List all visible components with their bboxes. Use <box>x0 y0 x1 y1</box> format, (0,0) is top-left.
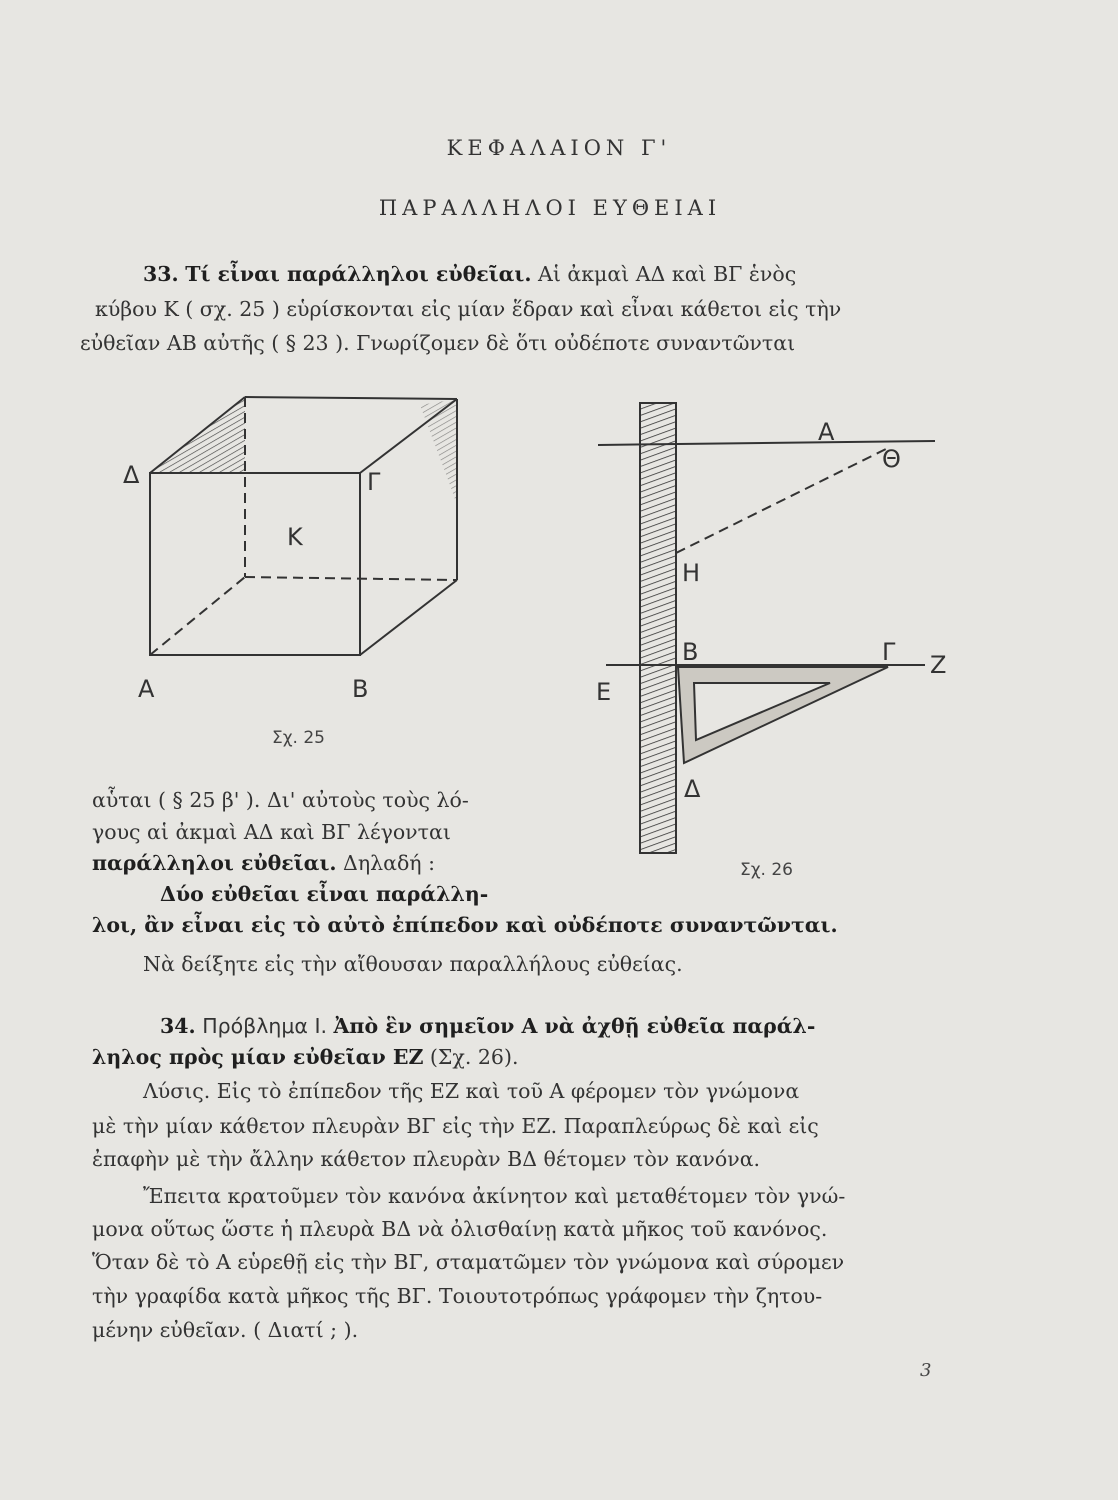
fig26-label-zeta: Ζ <box>930 651 947 679</box>
sec33-heading: Τί εἶναι παράλληλοι εὐθεῖαι. <box>185 262 532 286</box>
label-alpha: Α <box>138 675 155 703</box>
fig26-label-delta: Δ <box>684 775 701 803</box>
definition-term: παράλληλοι εὐθεῖαι. <box>92 851 337 875</box>
fig26-label-eta: Η <box>682 559 701 587</box>
sec34-heading-line <box>160 1014 815 1038</box>
solution-line-6: Ὅταν δὲ τὸ Α εὑρεθῇ εἰς τὴν ΒΓ, σταματῶμεν τὸν γνώμονα καὶ σύρομεν <box>92 1250 845 1274</box>
section-title: ΠΑΡΑΛΛΗΛΟΙ ΕΥΘΕΙΑΙ <box>378 196 722 220</box>
ruler <box>640 403 676 853</box>
sec33-line-4: αὗται ( § 25 β' ). Δι' αὐτοὺς τοὺς λό- <box>92 788 469 812</box>
fig26-label-epsilon: Ε <box>596 678 612 706</box>
sec34-line-2 <box>92 1045 518 1069</box>
sec34-number: 34. <box>160 1014 196 1038</box>
solution-line-8: μένην εὐθεῖαν. ( Διατί ; ). <box>92 1318 359 1342</box>
figure-25-caption: Σχ. 25 <box>272 728 326 748</box>
problem-reference: (Σχ. 26). <box>423 1045 519 1069</box>
exercise-line: Νὰ δείξητε εἰς τὴν αἴθουσαν παραλλήλους εὐθείας. <box>143 952 683 976</box>
sec33-line-1 <box>143 262 796 286</box>
label-gamma: Γ <box>367 468 381 496</box>
problem-label: Πρόβλημα Ι. <box>195 1014 334 1038</box>
sec33-number: 33. <box>143 262 179 286</box>
problem-statement-1: Ἀπὸ ἓν σημεῖον Α νὰ ἀχθῇ εὐθεῖα παράλ- <box>333 1014 816 1038</box>
sec33-line-6 <box>92 851 435 875</box>
solution-line-1: Λύσις. Εἰς τὸ ἐπίπεδον τῆς ΕΖ καὶ τοῦ Α φέρομεν τὸν γνώμονα <box>143 1079 800 1103</box>
sec33-line-2: κύβου Κ ( σχ. 25 ) εὑρίσκονται εἰς μίαν ἕδραν καὶ εἶναι κάθετοι εἰς τὴν <box>95 297 842 321</box>
label-delta: Δ <box>123 461 140 489</box>
sec33-text: Αἱ ἀκμαὶ ΑΔ καὶ ΒΓ ἑνὸς <box>538 262 797 286</box>
figure-26-caption: Σχ. 26 <box>740 860 794 880</box>
solution-line-4: Ἔπειτα κρατοῦμεν τὸν κανόνα ἀκίνητον καὶ μεταθέτομεν τὸν γνώ- <box>143 1184 846 1208</box>
figure-26 <box>590 395 970 895</box>
definition-line-1: Δύο εὐθεῖαι εἶναι παράλλη- <box>160 882 489 906</box>
page-number: 3 <box>920 1360 932 1381</box>
label-beta: Β <box>352 675 369 703</box>
definition-line-2: λοι, ἂν εἶναι εἰς τὸ αὐτὸ ἐπίπεδον καὶ οὐδέποτε συναντῶνται. <box>92 913 838 937</box>
fig26-label-gamma: Γ <box>882 638 896 666</box>
sec33-line-5: γους αἱ ἀκμαὶ ΑΔ καὶ ΒΓ λέγονται <box>92 820 451 844</box>
solution-line-7: τὴν γραφίδα κατὰ μῆκος τῆς ΒΓ. Τοιουτοτρόπως γράφομεν τὴν ζητου- <box>92 1284 823 1308</box>
sec33-line-6-rest: Δηλαδή : <box>336 851 436 875</box>
label-kappa: Κ <box>287 523 303 551</box>
cube-drawing <box>150 397 457 655</box>
figure-25 <box>120 385 480 755</box>
fig26-label-theta: Θ <box>882 445 901 473</box>
solution-line-5: μονα οὕτως ὥστε ἡ πλευρὰ ΒΔ νὰ ὀλισθαίνῃ κατὰ μῆκος τοῦ κανόνος. <box>92 1217 828 1241</box>
solution-line-3: ἐπαφὴν μὲ τὴν ἄλλην κάθετον πλευρὰν ΒΔ θέτομεν τὸν κανόνα. <box>92 1147 761 1171</box>
fig26-label-beta: Β <box>682 638 699 666</box>
problem-statement-2: ληλος πρὸς μίαν εὐθεῖαν ΕΖ <box>92 1045 424 1069</box>
chapter-heading: ΚΕΦΑΛΑΙΟΝ Γ' <box>446 136 672 160</box>
set-square <box>678 667 888 763</box>
sec33-line-3: εὐθεῖαν ΑΒ αὐτῆς ( § 23 ). Γνωρίζομεν δὲ ὅτι οὐδέποτε συναντῶνται <box>80 331 796 355</box>
solution-line-2: μὲ τὴν μίαν κάθετον πλευρὰν ΒΓ εἰς τὴν ΕΖ. Παραπλεύρως δὲ καὶ εἰς <box>92 1114 819 1138</box>
fig26-label-alpha: Α <box>818 418 835 446</box>
